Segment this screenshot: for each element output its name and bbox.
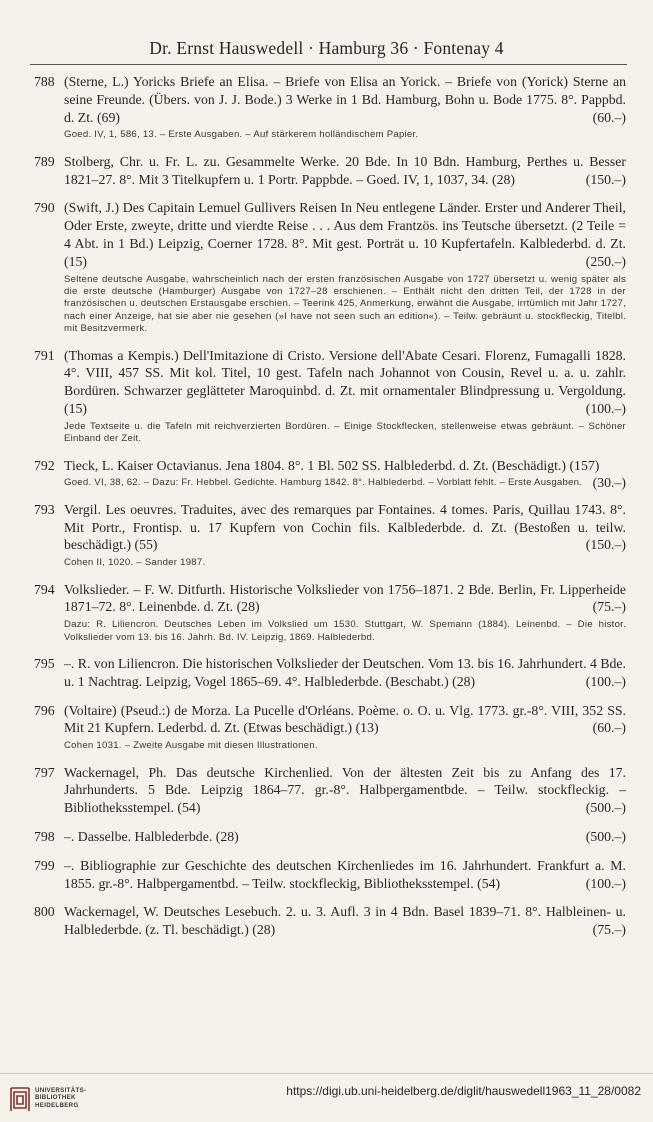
library-logo[interactable] <box>9 1083 109 1117</box>
entry-title: Tieck, L. Kaiser Octavianus. <box>64 457 223 473</box>
entry-description: Von der ältesten Zeit bis zu Anfang des 17. Jahrhunderts. 5 Bde. Leipzig 1864–77. gr.-8°. Halbpergamentbde. – Teilw. stockfleckig. – Bibliotheksstempel. (54) <box>64 764 626 816</box>
entry-title: –. R. von Liliencron. Die historischen Volkslieder der Deutschen. <box>64 656 425 672</box>
entry-price: (100.–) <box>585 875 626 891</box>
entry-title: (Swift, J.) Des Capitain Lemuel Gullivers Reisen In Neu entlegene Länder. <box>64 200 481 216</box>
entry-number: 797 <box>34 764 55 780</box>
entry-body <box>64 153 626 189</box>
entry-number: 796 <box>34 702 55 718</box>
entry-description: 20 Bde. In 10 Bdn. Hamburg, Perthes u. Besser 1821–27. 8°. Mit 3 Titelkupfern u. 1 Portr. Pappbde. – Goed. IV, 1, 1037, 34. (28) <box>64 153 627 187</box>
entry-note: Goed. VI, 38, 62. – Dazu: Fr. Hebbel. Gedichte. Hamburg 1842. 8°. Halblederbd. – Vorblatt fehlt. – Erste Ausgaben. <box>64 477 583 489</box>
entry-description: Poème. o. O. u. Vlg. 1773. gr.-8°. VIII, 352 SS. Mit 21 Kupfern. Lederbd. d. Zt. (Etwas beschädigt.) (13) <box>64 702 626 736</box>
catalog-entry <box>0 501 653 570</box>
library-logo-icon <box>9 1085 31 1113</box>
entry-description: 2 Bde. Berlin, Fr. Lipperheide 1871–72. 8°. Leinenbde. d. Zt. (28) <box>64 581 626 615</box>
entry-number: 788 <box>34 74 55 89</box>
entry-body <box>64 655 626 691</box>
entry-number: 799 <box>34 857 55 873</box>
entry-number: 800 <box>34 904 55 920</box>
entry-number: 798 <box>34 829 55 844</box>
entry-number: 791 <box>34 347 55 363</box>
catalog-entry <box>0 73 653 142</box>
entry-number: 795 <box>34 656 55 672</box>
entry-title: Vergil. Les oeuvres. <box>64 501 177 517</box>
entry-note: Cohen 1031. – Zweite Ausgabe mit diesen Illustrationen. <box>64 740 318 752</box>
entry-price: (60.–) <box>592 109 626 125</box>
entry-number: 794 <box>34 581 55 597</box>
entry-price: (60.–) <box>592 720 626 736</box>
entry-description: Erster und Anderer Theil, Oder Erste, zweyte, dritte und vierdte Reise . . . Aus dem Frantzös. ins Teutsche übersetzt. (2 Teile = 4 Abt. in 1 Bd.) Leipzig, Coerner 1728. 8°. Mit gest. Porträt u. 10 Kupfertafeln. Kalblederbd. d. Zt. (15) <box>64 200 626 269</box>
entry-note: Goed. IV, 1, 586, 13. – Erste Ausgaben. – Auf stärkerem holländischem Papier. <box>64 129 419 141</box>
source-url-link[interactable]: https://digi.ub.uni-heidelberg.de/diglit/hauswedell1963_11_28/0082 <box>286 1084 641 1098</box>
entry-body <box>64 857 626 893</box>
catalog-list <box>0 73 653 950</box>
catalog-entry <box>0 764 653 817</box>
entry-number: 789 <box>34 153 55 169</box>
entry-price: (500.–) <box>585 829 626 844</box>
entry-title: –. Dasselbe. <box>64 829 132 844</box>
entry-number: 790 <box>34 200 55 216</box>
entry-title: Wackernagel, Ph. Das deutsche Kirchenlied. <box>64 764 333 780</box>
entry-description: Vom 13. bis 16. Jahrhundert. 4 Bde. u. 1 Nachtrag. Leipzig, Vogel 1865–69. 4°. Halblederbde. (Beschabt.) (28) <box>64 656 626 689</box>
entry-number: 793 <box>34 501 55 517</box>
entry-body <box>64 828 626 846</box>
entry-body <box>64 702 626 738</box>
entry-note: Cohen II, 1020. – Sander 1987. <box>64 557 206 569</box>
entry-description: Traduites, avec des remarques par Fontaines. 4 tomes. Paris, Quillau 1743. 8°. Mit Portr., Frontisp. u. 17 Kupfern von Cochin fils. Kalblederbde. d. Zt. (Bestoßen u. teilw. beschädigt.) (55) <box>64 501 627 553</box>
entry-price: (75.–) <box>592 599 626 615</box>
entry-note: Jede Textseite u. die Tafeln mit reichverzierten Bordüren. – Einige Stockflecken, stellenweise etwas gebräunt. – Schöner Einband der Zeit. <box>64 420 626 445</box>
logo-line: BIBLIOTHEK <box>35 1094 76 1102</box>
catalog-entry <box>0 903 653 939</box>
entry-title: (Thomas a Kempis.) Dell'Imitazione di Cristo. <box>64 347 325 363</box>
entry-description: Frankfurt a. M. 1855. gr.-8°. Halbpergamentbd. – Teilw. stockfleckig, Bibliotheksstempel. (54) <box>64 857 626 891</box>
catalog-entry <box>0 828 653 846</box>
header-rule <box>30 64 627 65</box>
entry-body <box>64 501 626 554</box>
logo-line: HEIDELBERG <box>35 1101 79 1109</box>
catalog-entry <box>0 457 653 490</box>
entry-price: (75.–) <box>592 922 626 938</box>
catalog-entry <box>0 199 653 335</box>
entry-title: Wackernagel, W. Deutsches Lesebuch. <box>64 904 282 920</box>
entry-price: (100.–) <box>585 401 626 416</box>
entry-description: Versione dell'Abate Cesari. Florenz, Fumagalli 1828. 4°. VIII, 457 SS. Mit kol. Titel, 10 gest. Tafeln nach Johannot von Cousin, Revel u. a. u. zahlr. Bordüren. Schwarzer geglätteter Maroquinbd. d. Zt. mit ornamentaler Blindpressung u. Vergoldung. (15) <box>64 347 626 416</box>
entry-price: (150.–) <box>585 171 626 187</box>
entry-price: (150.–) <box>585 537 626 553</box>
entry-description: Jena 1804. 8°. 1 Bl. 502 SS. Halblederbd. d. Zt. (Beschädigt.) (157) <box>222 457 600 473</box>
entry-price: (250.–) <box>585 253 626 269</box>
entry-price: (500.–) <box>585 800 626 816</box>
entry-description: 2. u. 3. Aufl. 3 in 4 Bdn. Basel 1839–71. 8°. Halbleinen- u. Halblederbde. (z. Tl. beschädigt.) (28) <box>64 904 626 938</box>
entry-title: –. Bibliographie zur Geschichte des deutschen Kirchenliedes im 16. Jahrhundert. <box>64 857 532 873</box>
entry-title: Volkslieder. – F. W. Ditfurth. Historische Volkslieder von 1756–1871. <box>64 581 454 597</box>
entry-body <box>64 903 626 939</box>
catalog-entry <box>0 581 653 644</box>
entry-title: Stolberg, Chr. u. Fr. L. zu. Gesammelte Werke. <box>64 153 340 169</box>
entry-description: (Übers. von J. J. Bode.) 3 Werke in 1 Bd. Hamburg, Bohn u. Bode 1775. 8°. Pappbd. d. Zt. (69) <box>64 91 626 125</box>
entry-body <box>64 73 626 126</box>
footer-divider <box>0 1073 653 1074</box>
catalog-entry <box>0 347 653 446</box>
catalog-entry <box>0 153 653 189</box>
entry-number: 792 <box>34 457 55 473</box>
library-logo-text <box>35 1087 86 1109</box>
entry-body <box>64 347 626 418</box>
catalog-entry <box>0 702 653 753</box>
entry-title: (Voltaire) (Pseud.:) de Morza. La Pucelle d'Orléans. <box>64 702 354 718</box>
logo-line: UNIVERSITÄTS- <box>35 1087 87 1094</box>
header-title: Dr. Ernst Hauswedell · Hamburg 36 · Fontenay 4 <box>149 38 504 58</box>
entry-price: (30.–) <box>592 475 626 491</box>
page-header <box>0 38 653 59</box>
catalog-entry <box>0 655 653 691</box>
catalog-entry <box>0 857 653 893</box>
entry-title: (Sterne, L.) Yoricks Briefe an Elisa. – Briefe von Elisa an Yorick. – Briefe von (Yorick) Sterne an seine Freunde. <box>64 74 626 107</box>
entry-note: Seltene deutsche Ausgabe, wahrscheinlich nach der ersten französischen Ausgabe von 1727 übersetzt u. wenig später als die erste deutsche (Hamburger) Ausgabe von 1727–28 erschienen. – Enthält nicht den dritten Teil, der 1728 in der französischen u. deutschen Erstausgabe erschien. – Teerink 425, Anmerkung, erwähnt die Ausgabe, irrtümlich mit Jahr 1727, nach einer Anzeige, hat sie aber nie gesehen (»I have not seen such an edition«). – Teilw. gebräunt u. stockfleckig, Titelbl. mit Besitzvermerk. <box>64 273 626 335</box>
entry-body <box>64 764 626 817</box>
footer <box>0 1073 653 1122</box>
entry-note: Dazu: R. Liliencron. Deutsches Leben im Volkslied um 1530. Stuttgart, W. Spemann (1884). Leinenbd. – Die histor. Volkslieder vom 13. bis 16. Jahrh. Bd. IV. Leipzig, 1869. Halblederbd. <box>64 619 626 643</box>
entry-body <box>64 199 626 270</box>
entry-description: Halblederbde. (28) <box>131 829 239 844</box>
entry-price: (100.–) <box>585 673 626 689</box>
entry-body <box>64 581 626 617</box>
